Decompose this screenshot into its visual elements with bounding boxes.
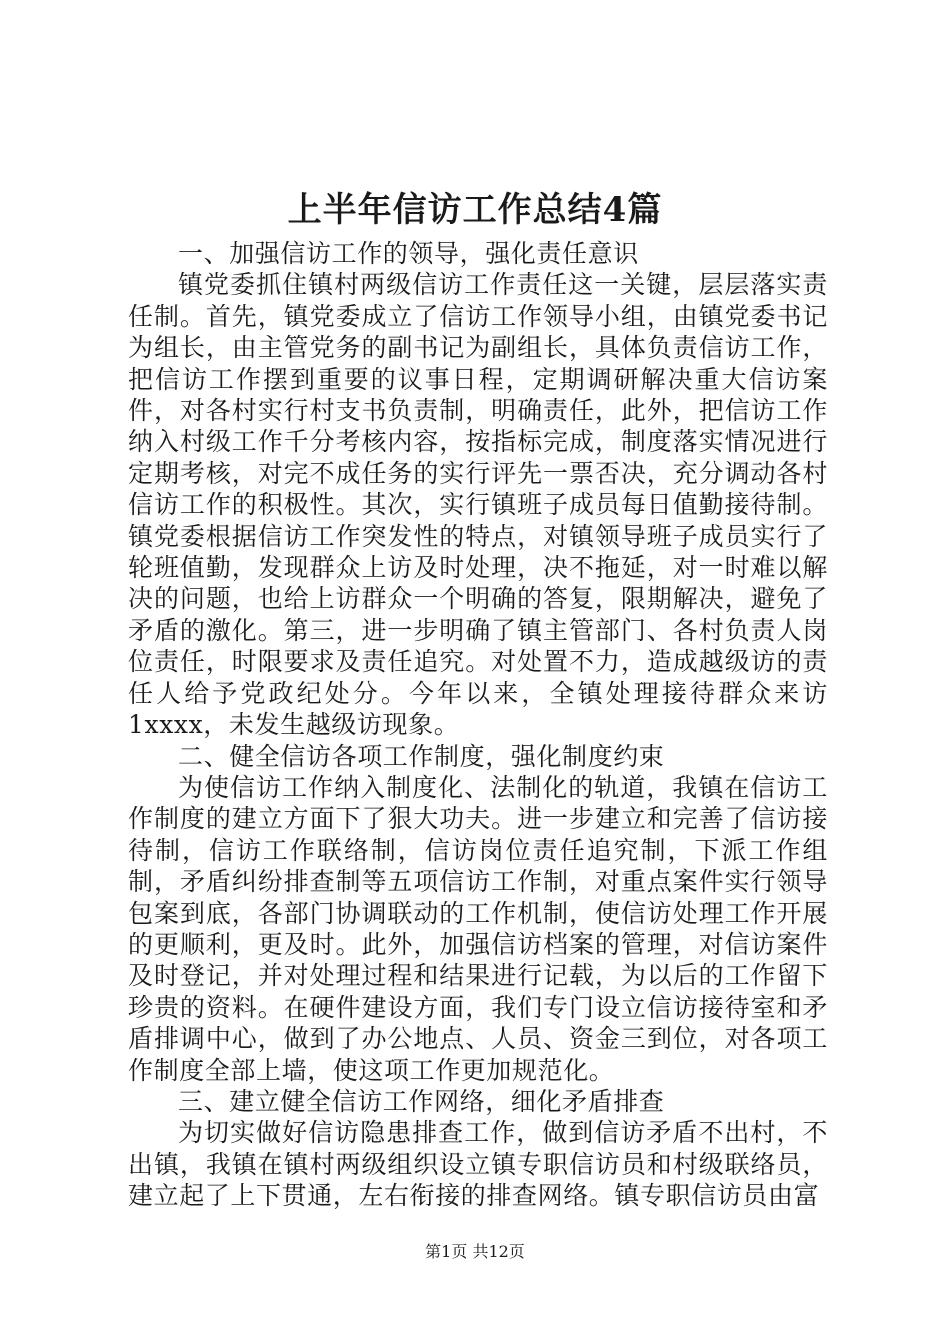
paragraph-3: 为切实做好信访隐患排查工作，做到信访矛盾不出村，不出镇，我镇在镇村两级组织设立镇专职信访员和村级联络员，建立起了上下贯通，左右衔接的排查网络。镇专职信访员由富 — [128, 1118, 828, 1211]
section-heading-3: 三、建立健全信访工作网络，细化矛盾排查 — [178, 1086, 665, 1116]
page-footer: 第1页 共12页 — [425, 1242, 525, 1261]
section-heading-1: 一、加强信访工作的领导，强化责任意识 — [178, 239, 639, 268]
section-heading-2: 二、健全信访各项工作制度，强化制度约束 — [178, 741, 665, 771]
paragraph-2: 为使信访工作纳入制度化、法制化的轨道，我镇在信访工作制度的建立方面下了狠大功夫。进一步建立和完善了信访接待制，信访工作联络制，信访岗位责任追究制，下派工作组制，矛盾纠纷排查制等五项信访工作制，对重点案件实行领导包案到底，各部门协调联动的工作机制，使信访处理工作开展的更顺利，更及时。此外，加强信访档案的管理，对信访案件及时登记，并对处理过程和结果进行记载，为以后的工作留下珍贵的资料。在硬件建设方面，我们专门设立信访接待室和矛盾排调中心，做到了办公地点、人员、资金三到位，对各项工作制度全部上墙，使这项工作更加规范化。 — [128, 772, 828, 1085]
document-body — [128, 238, 828, 1212]
paragraph-1: 镇党委抓住镇村两级信访工作责任这一关键，层层落实责任制。首先，镇党委成立了信访工作领导小组，由镇党委书记为组长，由主管党务的副书记为副组长，具体负责信访工作，把信访工作摆到重要的议事日程，定期调研解决重大信访案件，对各村实行村支书负责制，明确责任，此外，把信访工作纳入村级工作千分考核内容，按指标完成，制度落实情况进行定期考核，对完不成任务的实行评先一票否决，充分调动各村信访工作的积极性。其次，实行镇班子成员每日值勤接待制。镇党委根据信访工作突发性的特点，对镇领导班子成员实行了轮班值勤，发现群众上访及时处理，决不拖延，对一时难以解决的问题，也给上访群众一个明确的答复，限期解决，避免了矛盾的激化。第三，进一步明确了镇主管部门、各村负责人岗位责任，时限要求及责任追究。对处置不力，造成越级访的责任人给予党政纪处分。今年以来，全镇处理接待群众来访1xxxx，未发生越级访现象。 — [128, 270, 828, 740]
document-title: 上半年信访工作总结4篇 — [287, 190, 663, 230]
